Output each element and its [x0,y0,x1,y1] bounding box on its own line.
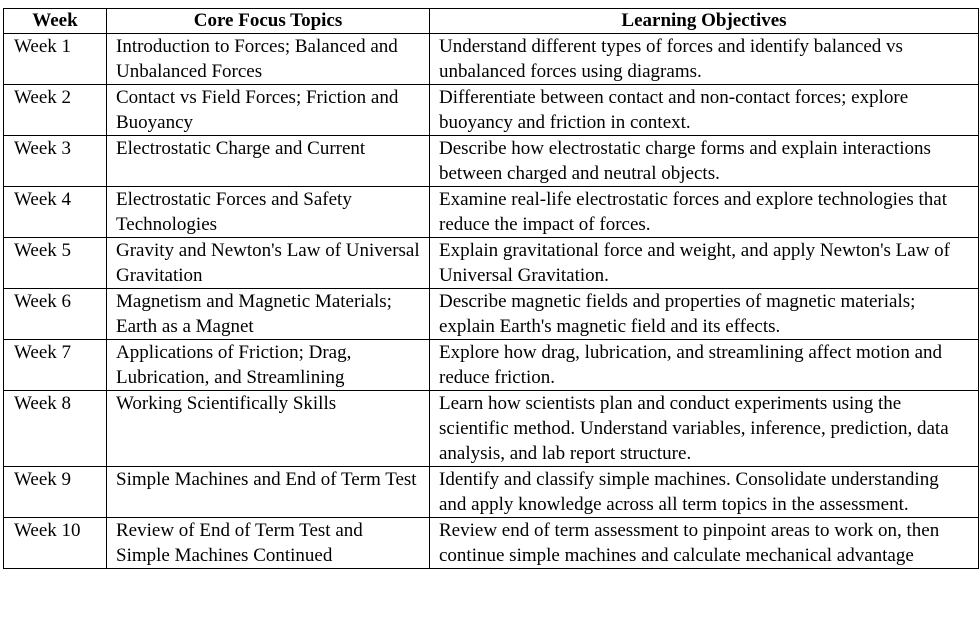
table-row [4,289,979,340]
topic-cell: Electrostatic Forces and Safety Technologies [107,187,430,238]
topic-cell: Applications of Friction; Drag, Lubrication, and Streamlining [107,340,430,391]
objective-cell: Describe how electrostatic charge forms and explain interactions between charged and neutral objects. [430,136,979,187]
week-cell: Week 8 [4,391,107,467]
table-row [4,136,979,187]
objective-cell: Learn how scientists plan and conduct experiments using the scientific method. Understand variables, inference, prediction, data analysis, and lab report structure. [430,391,979,467]
objective-cell: Describe magnetic fields and properties of magnetic materials; explain Earth's magnetic field and its effects. [430,289,979,340]
topic-cell: Electrostatic Charge and Current [107,136,430,187]
table-row [4,238,979,289]
topic-cell: Contact vs Field Forces; Friction and Buoyancy [107,85,430,136]
topic-cell: Working Scientifically Skills [107,391,430,467]
header-core-focus-topics: Core Focus Topics [107,9,430,34]
table-row [4,340,979,391]
topic-cell: Magnetism and Magnetic Materials; Earth as a Magnet [107,289,430,340]
topic-cell: Review of End of Term Test and Simple Machines Continued [107,518,430,569]
week-cell: Week 1 [4,34,107,85]
header-row [4,9,979,34]
topic-cell: Simple Machines and End of Term Test [107,467,430,518]
week-cell: Week 6 [4,289,107,340]
week-cell: Week 10 [4,518,107,569]
objective-cell: Review end of term assessment to pinpoint areas to work on, then continue simple machines and calculate mechanical advantage [430,518,979,569]
objective-cell: Explain gravitational force and weight, and apply Newton's Law of Universal Gravitation. [430,238,979,289]
objective-cell: Explore how drag, lubrication, and streamlining affect motion and reduce friction. [430,340,979,391]
table-row [4,467,979,518]
table-row [4,518,979,569]
week-cell: Week 5 [4,238,107,289]
objective-cell: Identify and classify simple machines. Consolidate understanding and apply knowledge across all term topics in the assessment. [430,467,979,518]
topic-cell: Introduction to Forces; Balanced and Unbalanced Forces [107,34,430,85]
week-cell: Week 7 [4,340,107,391]
table-row [4,391,979,467]
topic-cell: Gravity and Newton's Law of Universal Gravitation [107,238,430,289]
table-row [4,34,979,85]
objective-cell: Differentiate between contact and non-contact forces; explore buoyancy and friction in context. [430,85,979,136]
header-learning-objectives: Learning Objectives [430,9,979,34]
objective-cell: Understand different types of forces and identify balanced vs unbalanced forces using diagrams. [430,34,979,85]
week-cell: Week 9 [4,467,107,518]
header-week: Week [4,9,107,34]
curriculum-table [3,8,979,569]
table-row [4,85,979,136]
week-cell: Week 4 [4,187,107,238]
objective-cell: Examine real-life electrostatic forces and explore technologies that reduce the impact of forces. [430,187,979,238]
week-cell: Week 3 [4,136,107,187]
week-cell: Week 2 [4,85,107,136]
table-row [4,187,979,238]
